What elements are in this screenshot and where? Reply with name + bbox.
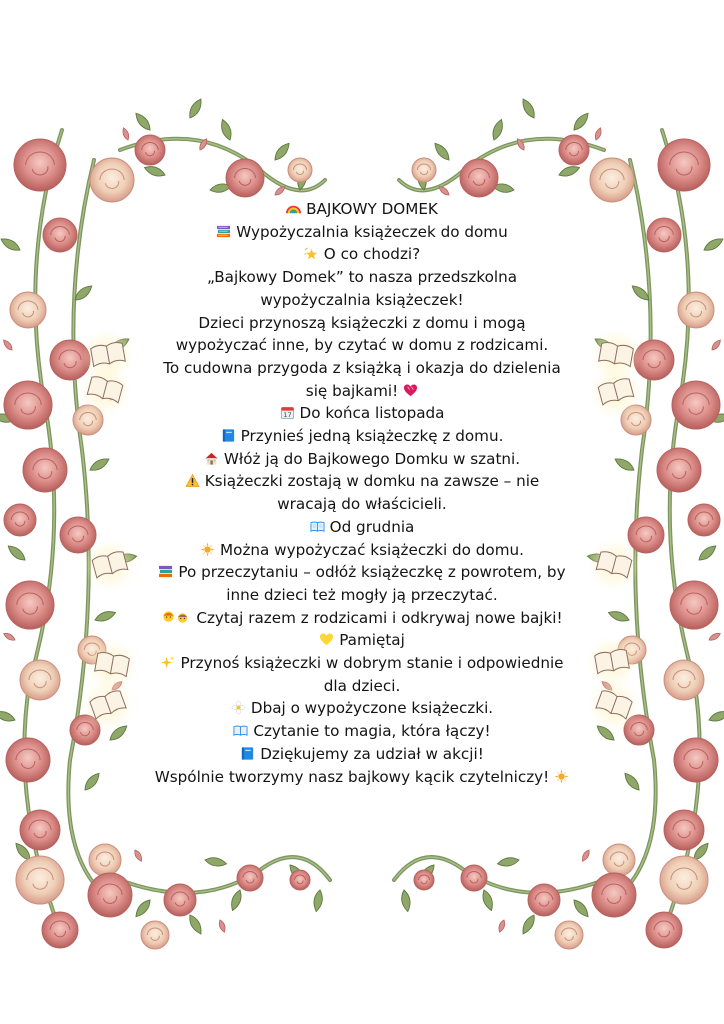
leaf [558,164,581,179]
glowing-star-icon [554,768,569,783]
rose [559,135,589,165]
rose-bud [708,631,722,642]
leaf [0,236,22,254]
svg-text:17: 17 [282,411,292,420]
leaf [400,889,412,912]
about-line-2: wypożyczalnia książeczek! [260,290,464,309]
rose [660,856,708,904]
rose [664,660,704,700]
about-line-1: „Bajkowy Domek” to nasza przedszkolna [206,268,518,287]
until-step-2-line [140,448,584,471]
blue-book-icon [221,427,236,442]
rose [657,448,701,492]
leaf [702,236,724,254]
rose-bud [710,338,722,351]
about-line-6: się bajkami! [305,381,399,400]
leaf [520,97,538,120]
rose [592,873,636,917]
rose-bud [133,849,144,863]
calendar-icon [280,404,295,419]
thanks: Dziękujemy za udział w akcji! [260,744,484,763]
from-heading: Od grudnia [329,517,415,536]
from-step-3-line [110,607,614,630]
rose-bud [437,185,450,197]
rose [237,865,263,891]
rose [603,844,635,876]
sparkles-icon [160,654,175,669]
remember-1a: Przynoś książeczki w dobrym stanie i odpowiednie [180,654,564,673]
rose [60,517,96,553]
about-line-3: Dzieci przynoszą książeczki z domu i mogą [198,313,526,332]
glowing-star-icon [200,541,215,556]
from-heading-line [140,516,584,539]
remember-3: Czytanie to magia, która łączy! [253,722,491,741]
rose [414,870,434,890]
remember-2: Dbaj o wypożyczone książeczki. [250,699,494,718]
rose [6,581,54,629]
remember-1b: dla dzieci. [323,676,401,695]
rose [461,865,487,891]
poster-subtitle: Wypożyczalnia książeczek do domu [236,222,508,241]
rose [672,381,720,429]
rose [135,135,165,165]
leaf [88,456,111,474]
from-step-3: Czytaj razem z rodzicami i odkrywaj nowe bajki! [196,608,563,627]
rose [628,517,664,553]
leaf [312,889,324,912]
rose [412,158,436,182]
subtitle-line [140,221,584,244]
rose [670,581,718,629]
rose [20,660,60,700]
leaf [133,111,153,133]
rose [164,884,196,916]
rose [141,921,169,949]
leaf [571,111,591,133]
rose [4,504,36,536]
leaf [708,709,724,724]
rose-bud [2,631,16,642]
rainbow-icon [286,200,301,215]
leaf [0,709,16,724]
until-note-1: Książeczki zostają w domku na zawsze – nie [204,472,540,491]
leaf [82,771,102,793]
books-stack-icon [216,223,231,238]
open-book-icon [310,518,325,533]
remember-2-line [140,697,584,720]
rose-bud [121,127,130,141]
until-note-1-line [140,470,584,493]
until-note-2: wracają do właścicieli. [277,495,447,514]
closing: Wspólnie tworzymy nasz bajkowy kącik czytelniczy! [154,767,550,786]
leaf [432,141,452,163]
rose [88,873,132,917]
rose [658,139,710,191]
from-step-1-line [140,539,584,562]
rose [460,159,498,197]
from-step-1: Można wypożyczać książeczki do domu. [220,540,524,559]
rose [42,912,78,948]
from-step-2a: Po przeczytaniu – odłóż książeczkę z powrotem, by [178,563,566,582]
until-step-2: Włóż ją do Bajkowego Domku w szatni. [223,449,521,468]
leaf [622,771,642,793]
until-heading-line [140,402,584,425]
from-step-2b: inne dzieci też mogły ją przeczytać. [226,585,498,604]
leaf [490,118,505,141]
leaf [187,97,205,120]
leaf [613,456,636,474]
rose [590,158,634,202]
leaf [229,889,244,912]
open-book-icon [233,722,248,737]
about-line-6-wrap [140,380,584,403]
rose [688,504,720,536]
remember-heading-line [140,629,584,652]
rose [90,158,134,202]
remember-heading: Pamiętaj [339,631,405,650]
leaf [497,856,520,868]
rose [43,218,77,252]
rose [646,912,682,948]
leaf [133,897,153,919]
rose [89,844,121,876]
leaf [571,897,591,919]
yellow-heart-icon [319,631,334,646]
rose [226,159,264,197]
flower-icon [231,699,246,714]
rose [4,381,52,429]
rose-bud [497,919,506,933]
family-icon [161,609,191,624]
leaf [219,118,234,141]
until-step-1-line [140,425,584,448]
rose [10,292,46,328]
rose [647,218,681,252]
closing-line [110,766,614,789]
leaf [6,543,28,563]
rose [288,158,312,182]
leaf [204,856,227,868]
remember-1a-line [140,652,584,675]
rose [16,856,64,904]
rose [290,870,310,890]
about-line-4: wypożyczać inne, by czytać w domu z rodzicami. [175,336,549,355]
rose [674,738,718,782]
remember-3-line [140,720,584,743]
heart-icon [403,382,418,397]
rose [528,884,560,916]
warning-icon [185,472,200,487]
rose [6,738,50,782]
blue-book-icon [240,745,255,760]
rose [678,292,714,328]
rose [14,139,66,191]
until-heading: Do końca listopada [299,404,445,423]
leaf [696,543,718,563]
rose [23,448,67,492]
about-heading-line [140,243,584,266]
rose-bud [594,127,603,141]
poster-title: BAJKOWY DOMEK [306,200,438,218]
rose-bud [273,185,286,197]
leaf [187,913,205,936]
leaf [480,889,495,912]
thanks-line [140,743,584,766]
rose-bud [2,338,14,351]
leaf [143,164,166,179]
from-step-2a-line [110,561,614,584]
until-step-1: Przynieś jedną książeczkę z domu. [240,427,504,446]
about-heading: O co chodzi? [323,245,421,264]
leaf [272,141,292,163]
title-line [140,198,584,221]
rose [555,921,583,949]
rose-bud [218,919,227,933]
poster-text [140,198,584,788]
house-icon [204,450,219,465]
rose-bud [580,849,591,863]
sparkle-star-icon [304,245,319,260]
rose [664,810,704,850]
leaf [520,913,538,936]
books-stack-icon [158,563,173,578]
about-line-5: To cudowna przygoda z książką i okazja do dzielenia [163,358,561,377]
rose [20,810,60,850]
